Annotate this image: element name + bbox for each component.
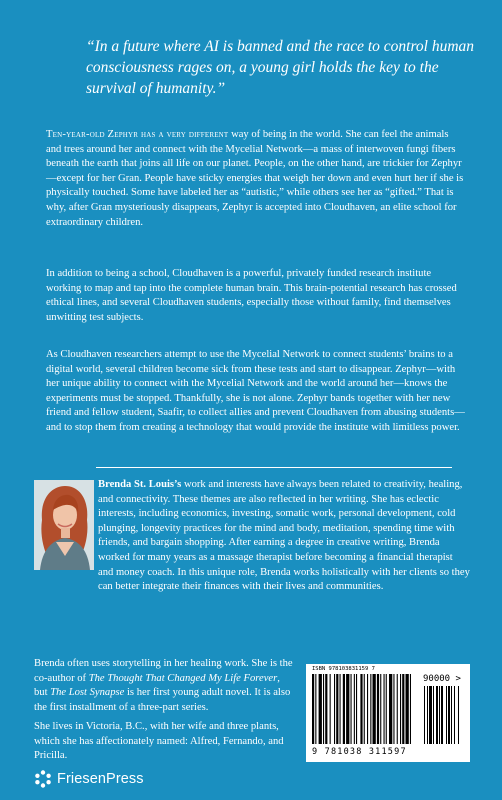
barcode-bars: [306, 674, 470, 748]
barcode-bar: [441, 686, 443, 744]
barcode-bar: [406, 674, 409, 744]
barcode-bar: [451, 686, 452, 744]
barcode-bar: [351, 674, 352, 744]
isbn-label: ISBN 978103831159 7: [312, 666, 375, 672]
synopsis-paragraph-2: In addition to being a school, Cloudhaven is a powerful, privately funded research institute working to map and tap into the complete human brain. This brain-potential research has crossed ethical lines, and several Cloudhaven students, especially those without family, find themselves unwitting test subjects.: [46, 268, 457, 323]
barcode-bar: [384, 674, 385, 744]
barcode-bar: [386, 674, 387, 744]
barcode-bar: [427, 686, 428, 744]
section-divider: [96, 467, 452, 468]
barcode-bar: [367, 674, 368, 744]
barcode-bar: [410, 674, 411, 744]
barcode-bar: [377, 674, 379, 744]
isbn-barcode: [306, 664, 470, 762]
barcode-bar: [312, 674, 314, 744]
barcode-bar: [354, 674, 355, 744]
barcode-bar: [319, 674, 322, 744]
price-code: 90000 >: [423, 674, 461, 684]
pull-quote: “In a future where AI is banned and the race to control human consciousness rages on, a young girl holds the key to the survival of humanity.”: [86, 38, 475, 97]
barcode-bar: [315, 674, 316, 744]
book-title-1: The Thought That Changed My Life Forever: [88, 672, 278, 684]
barcode-bar: [446, 686, 447, 744]
synopsis-lead-in: Ten-year-old Zephyr has a very different: [46, 129, 229, 140]
barcode-bar: [400, 674, 401, 744]
author-name: Brenda St. Louis’s: [98, 479, 182, 490]
barcode-bar: [336, 674, 338, 744]
isbn-digits: 9 781038 311597: [312, 747, 407, 757]
barcode-bar: [370, 674, 371, 744]
author-bio-text: work and interests have always been related to creativity, healing, and connectivity. These themes are also reflected in her writing. She has eclectic interests, including economics, investing, somatic work, personal development, cold plunging, longevity practices for the mind and body, meditation, spending time with friends, and bargain shopping. After earning a degree in creative writing, Brenda worked for many years as a massage therapist before becoming a financial therapist and money coach. In this unique role, Brenda works holistically with her clients so they can better integrate their finances with their lives and communities.: [98, 479, 470, 593]
barcode-bar: [323, 674, 324, 744]
barcode-bar: [340, 674, 341, 744]
barcode-bar: [360, 674, 362, 744]
barcode-bar: [364, 674, 365, 744]
barcode-bar: [439, 686, 440, 744]
barcode-bar: [424, 686, 425, 744]
synopsis-paragraph-3: As Cloudhaven researchers attempt to use the Mycelial Network to connect students’ brains to a digital world, several children become sick from these tests and start to disappear. Zephyr—with her unique ability to connect with the Mycelial Network and the world around her—knows the experiments must be stopped. Thankfully, she is not alone. Zephyr bands together with her new friend and fellow student, Saafir, to collect allies and prevent Cloudhaven from abusing students—and to stop them from creating a technology that would provide the institute with limitless power.: [46, 349, 465, 433]
barcode-bar: [325, 674, 327, 744]
barcode-bar: [458, 686, 459, 744]
publisher-name: FriesenPress: [57, 771, 144, 787]
author-bio-books: Brenda often uses storytelling in her healing work. She is the co-author of The Thought That Changed My Life Forever, but The Lost Synapse is her first young adult novel. It is also the first installment of a three-part series.: [34, 658, 293, 713]
book-title-2: The Lost Synapse: [50, 687, 125, 699]
barcode-bar: [448, 686, 450, 744]
barcode-bar: [356, 674, 357, 744]
barcode-bar: [436, 686, 438, 744]
barcode-bar: [334, 674, 335, 744]
barcode-bar: [373, 674, 376, 744]
barcode-bar: [346, 674, 349, 744]
barcode-bar: [454, 686, 455, 744]
barcode-bar: [380, 674, 381, 744]
barcode-bar: [393, 674, 394, 744]
barcode-bar: [433, 686, 434, 744]
barcode-bar: [343, 674, 345, 744]
barcode-bar: [429, 686, 432, 744]
barcode-bar: [402, 674, 404, 744]
publisher-logo: [34, 769, 144, 789]
synopsis-paragraph-1-text: way of being in the world. She can feel the animals and trees around her and connect with the Mycelial Network—a mass of interwoven fungi fibers beneath the earth that joins all life on our planet. People, on the other hand, are trickier for Zephyr—except for her Gran. People have sticky energies that weigh her down and even hurt her if she is physically touched. Some have labeled her as “autistic,” while others see her as “gifted.” That is why, after Gran mysteriously disappears, Zephyr is accepted into Cloudhaven, an elite school for extraordinary children.: [46, 129, 464, 228]
synopsis-paragraph-1: [46, 128, 466, 230]
barcode-bar: [397, 674, 398, 744]
author-residence: She lives in Victoria, B.C., with her wife and three plants, which she has affectionately named: Alfred, Fernando, and Pricilla.: [34, 721, 284, 762]
author-photo: [34, 480, 94, 570]
author-bio: [98, 478, 470, 595]
barcode-bar: [330, 674, 331, 744]
publisher-logo-icon: [34, 770, 52, 788]
barcode-bar: [389, 674, 392, 744]
